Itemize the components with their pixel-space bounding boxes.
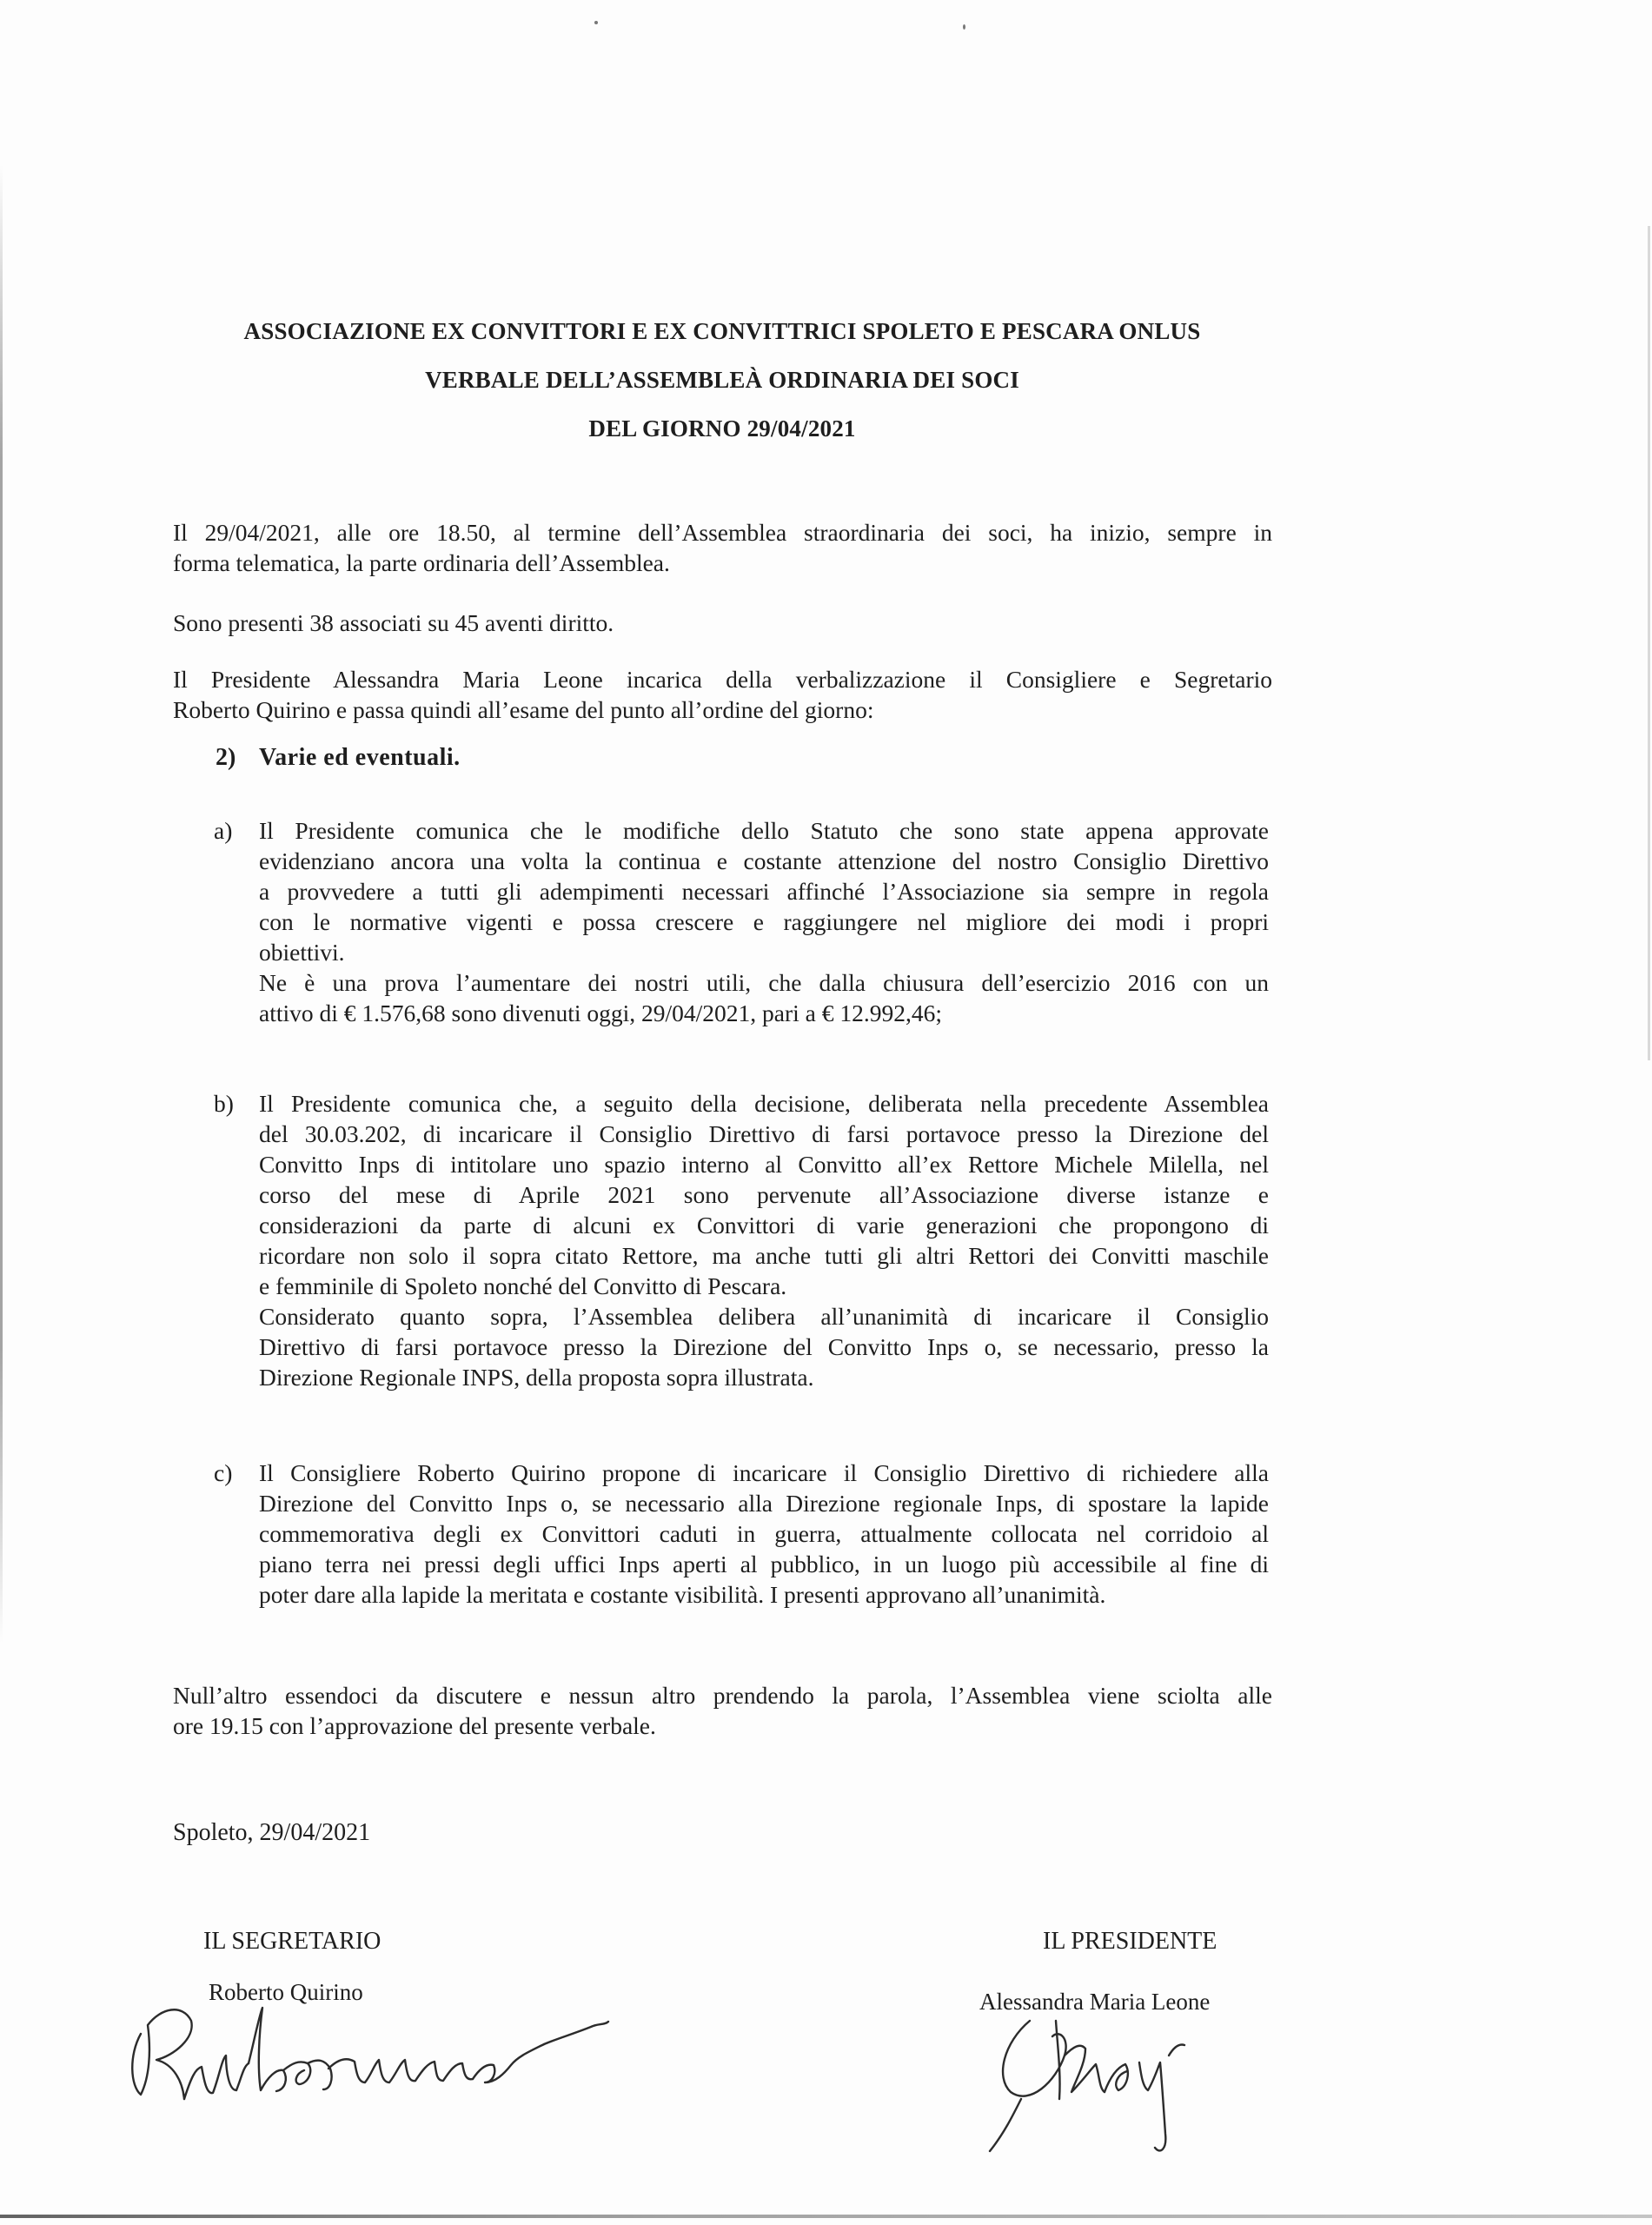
- item-a-text: [259, 815, 1269, 1028]
- text-line: considerazioni da parte di alcuni ex Convittori di varie generazioni che propongono di: [259, 1212, 1269, 1239]
- agenda-item-number: 2): [216, 744, 236, 771]
- secretary-name: Roberto Quirino: [209, 1979, 363, 2005]
- item-b-text: [259, 1088, 1269, 1392]
- text-line: ricordare non solo il sopra citato Rettore, ma anche tutti gli altri Rettori dei Convitti maschile: [259, 1242, 1269, 1269]
- closing-paragraph: [173, 1680, 1272, 1741]
- text-line: Roberto Quirino e passa quindi all’esame del punto all’ordine del giorno:: [173, 696, 874, 723]
- text-line: Il Presidente Alessandra Maria Leone incarica della verbalizzazione il Consigliere e Segretario: [173, 666, 1272, 693]
- scan-speck: [963, 24, 965, 30]
- president-handwritten-signature: [969, 1995, 1230, 2169]
- header-association-name: ASSOCIAZIONE EX CONVITTORI E EX CONVITTRICI SPOLETO E PESCARA ONLUS: [243, 318, 1201, 344]
- item-marker-b: b): [214, 1090, 234, 1117]
- text-line: evidenziano ancora una volta la continua e costante attenzione del nostro Consiglio Direttivo: [259, 847, 1269, 874]
- text-line: ore 19.15 con l’approvazione del presente verbale.: [173, 1712, 656, 1739]
- text-line: Direzione del Convitto Inps o, se necessario alla Direzione regionale Inps, di spostare la lapide: [259, 1490, 1269, 1517]
- intro-paragraph-opening: [173, 517, 1272, 578]
- text-line: piano terra nei pressi degli uffici Inps aperti al pubblico, in un luogo più accessibile al fine di: [259, 1551, 1269, 1577]
- text-line: e femminile di Spoleto nonché del Convitto di Pescara.: [259, 1272, 787, 1299]
- text-line: poter dare alla lapide la meritata e costante visibilità. I presenti approvano all’unanimità.: [259, 1581, 1106, 1608]
- text-line: Considerato quanto sopra, l’Assemblea delibera all’unanimità di incaricare il Consiglio: [259, 1303, 1269, 1330]
- text-line: attivo di € 1.576,68 sono divenuti oggi, 29/04/2021, pari a € 12.992,46;: [259, 1000, 942, 1026]
- president-role: IL PRESIDENTE: [1043, 1928, 1217, 1955]
- text-line: Il Presidente comunica che le modifiche dello Statuto che sono state appena approvate: [259, 817, 1269, 844]
- place-date: Spoleto, 29/04/2021: [173, 1819, 371, 1846]
- header-document-date: DEL GIORNO 29/04/2021: [588, 415, 856, 442]
- text-line: Il 29/04/2021, alle ore 18.50, al termine dell’Assemblea straordinaria dei soci, ha inizio, sempre in: [173, 519, 1272, 546]
- scan-speck: [594, 21, 598, 24]
- text-line: Il Presidente comunica che, a seguito della decisione, deliberata nella precedente Assemblea: [259, 1090, 1269, 1117]
- text-line: a provvedere a tutti gli adempimenti necessari affinché l’Associazione sia sempre in regola: [259, 878, 1269, 905]
- text-line: obiettivi.: [259, 939, 345, 966]
- secretary-handwritten-signature: [122, 1973, 626, 2121]
- agenda-item-title: Varie ed eventuali.: [259, 744, 461, 771]
- text-line: Direzione Regionale INPS, della proposta sopra illustrata.: [259, 1364, 814, 1391]
- text-line: Direttivo di farsi portavoce presso la Direzione del Convitto Inps o, se necessario, presso la: [259, 1333, 1269, 1360]
- president-name: Alessandra Maria Leone: [979, 1989, 1211, 2015]
- text-line: Null’altro essendoci da discutere e nessun altro prendendo la parola, l’Assemblea viene sciolta alle: [173, 1682, 1272, 1709]
- text-line: del 30.03.202, di incaricare il Consiglio Direttivo di farsi portavoce presso la Direzione del: [259, 1120, 1269, 1147]
- intro-paragraph-president: [173, 664, 1272, 725]
- text-line: Il Consigliere Roberto Quirino propone di incaricare il Consiglio Direttivo di richiedere alla: [259, 1459, 1269, 1486]
- header-document-title: VERBALE DELL’ASSEMBLEÀ ORDINARIA DEI SOCI: [425, 367, 1019, 393]
- text-line: Ne è una prova l’aumentare dei nostri utili, che dalla chiusura dell’esercizio 2016 con un: [259, 969, 1269, 996]
- scan-edge-right: [1648, 226, 1650, 1060]
- text-line: Sono presenti 38 associati su 45 aventi diritto.: [173, 609, 614, 636]
- intro-paragraph-attendance: [173, 608, 1272, 638]
- text-line: corso del mese di Aprile 2021 sono pervenute all’Associazione diverse istanze e: [259, 1181, 1269, 1208]
- item-marker-c: c): [214, 1459, 233, 1486]
- secretary-role: IL SEGRETARIO: [203, 1928, 381, 1955]
- scan-edge-bottom: [0, 2215, 1652, 2218]
- text-line: commemorativa degli ex Convittori caduti in guerra, attualmente collocata nel corridoio al: [259, 1520, 1269, 1547]
- item-marker-a: a): [214, 817, 233, 844]
- text-line: forma telematica, la parte ordinaria dell’Assemblea.: [173, 549, 670, 576]
- text-line: con le normative vigenti e possa crescere e raggiungere nel migliore dei modi i propri: [259, 908, 1269, 935]
- text-line: Convitto Inps di intitolare uno spazio interno al Convitto all’ex Rettore Michele Milella, nel: [259, 1151, 1269, 1178]
- item-c-text: [259, 1458, 1269, 1610]
